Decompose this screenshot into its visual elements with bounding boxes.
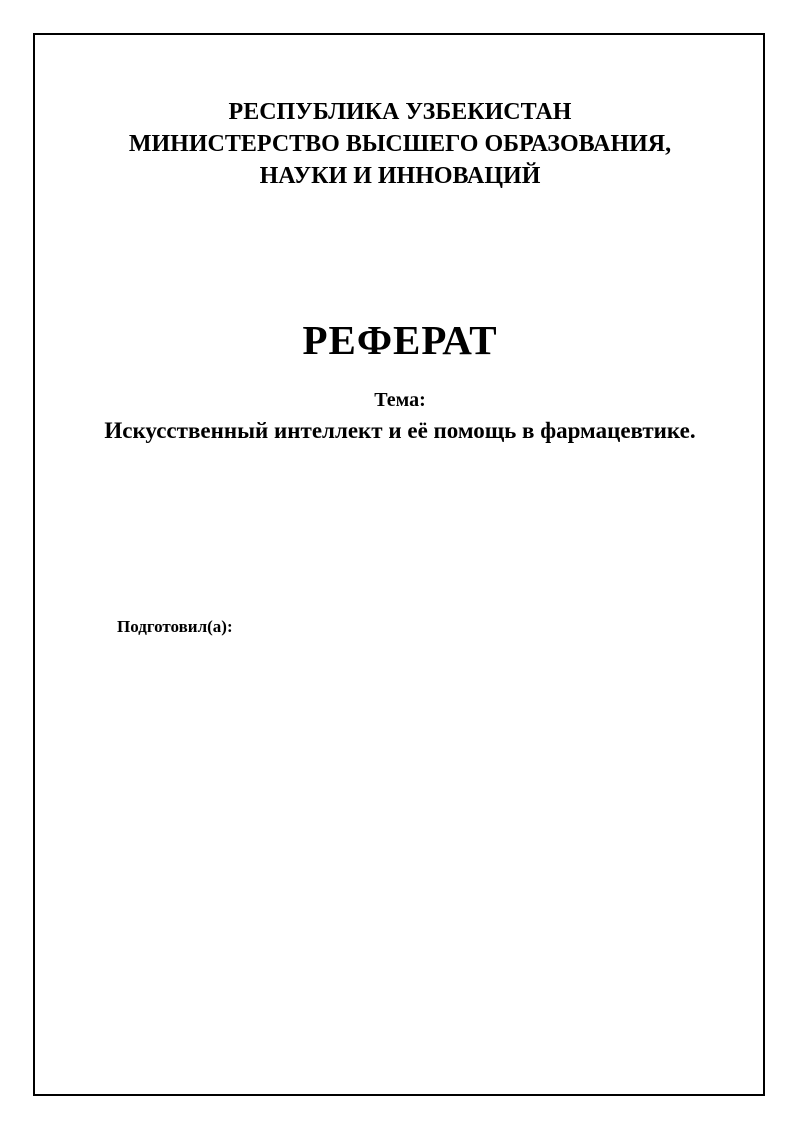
document-title: РЕФЕРАТ (302, 317, 498, 363)
header-country: РЕСПУБЛИКА УЗБЕКИСТАН (228, 99, 572, 125)
institution-header (33, 96, 767, 192)
header-ministry-continued: НАУКИ И ИННОВАЦИЙ (259, 163, 541, 189)
topic-text: Искусственный интеллект и её помощь в фармацевтике. (104, 418, 696, 443)
prepared-by-label: Подготовил(а): (117, 617, 233, 636)
header-ministry: МИНИСТЕРСТВО ВЫСШЕГО ОБРАЗОВАНИЯ, (128, 131, 672, 157)
topic-label: Тема: (374, 389, 426, 411)
page-border-frame (33, 33, 765, 1096)
